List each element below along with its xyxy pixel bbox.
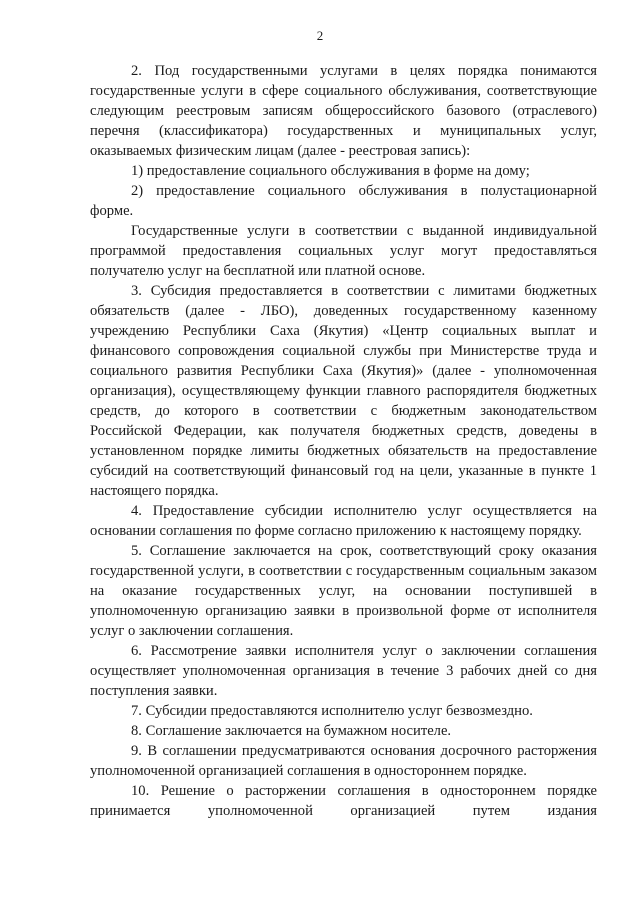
paragraph-2-item-1: 1) предоставление социального обслуживания в форме на дому;	[131, 163, 530, 179]
paragraph-10: 10. Решение о расторжении соглашения в одностороннем порядке принимается уполномоченной организацией путем издания	[90, 783, 597, 819]
paragraph-3: 3. Субсидия предоставляется в соответствии с лимитами бюджетных обязательств (далее - ЛБО), доведенных государственному казенному учреждению Республики Саха (Якутия) «Центр социальных выплат и финансового сопровождения социальной службы при Министерстве труда и социального развития Республики Саха (Якутия)» (далее - уполномоченная организация), осуществляющему функции главного распорядителя бюджетных средств, до которого в соответствии с бюджетным законодательством Российской Федерации, как получателя бюджетных средств, доведены в установленном порядке лимиты бюджетных обязательств на предоставление субсидий на соответствующий финансовый год на цели, указанные в пункте 1 настоящего порядка.	[90, 283, 597, 499]
paragraph-5: 5. Соглашение заключается на срок, соответствующий сроку оказания государственной услуги, в соответствии с государственным социальным заказом на оказание государственных услуг, на основании поступившей в уполномоченную организацию заявки в произвольной форме от исполнителя услуг о заключении соглашения.	[90, 543, 597, 639]
paragraph-9: 9. В соглашении предусматриваются основания досрочного расторжения уполномоченной организацией соглашения в одностороннем порядке.	[90, 743, 597, 779]
paragraph-6: 6. Рассмотрение заявки исполнителя услуг о заключении соглашения осуществляет уполномоченная организация в течение 3 рабочих дней со дня поступления заявки.	[90, 643, 597, 699]
paragraph-8: 8. Соглашение заключается на бумажном носителе.	[131, 723, 452, 739]
paragraph-7: 7. Субсидии предоставляются исполнителю услуг безвозмездно.	[131, 703, 533, 719]
paragraph-2-item-2: 2) предоставление социального обслуживания в полустационарной форме.	[90, 183, 597, 219]
document-body	[90, 61, 597, 821]
paragraph-2-note: Государственные услуги в соответствии с выданной индивидуальной программой предоставления социальных услуг могут предоставляться получателю услуг на бесплатной или платной основе.	[90, 223, 597, 279]
page-number: 2	[316, 28, 324, 43]
paragraph-2: 2. Под государственными услугами в целях порядка понимаются государственные услуги в сфере социального обслуживания, соответствующие следующим реестровым записям общероссийского базового (отраслевого) перечня (классификатора) государственных и муниципальных услуг, оказываемых физическим лицам (далее - реестровая запись):	[90, 63, 597, 159]
paragraph-4: 4. Предоставление субсидии исполнителю услуг осуществляется на основании соглашения по форме согласно приложению к настоящему порядку.	[90, 503, 597, 539]
